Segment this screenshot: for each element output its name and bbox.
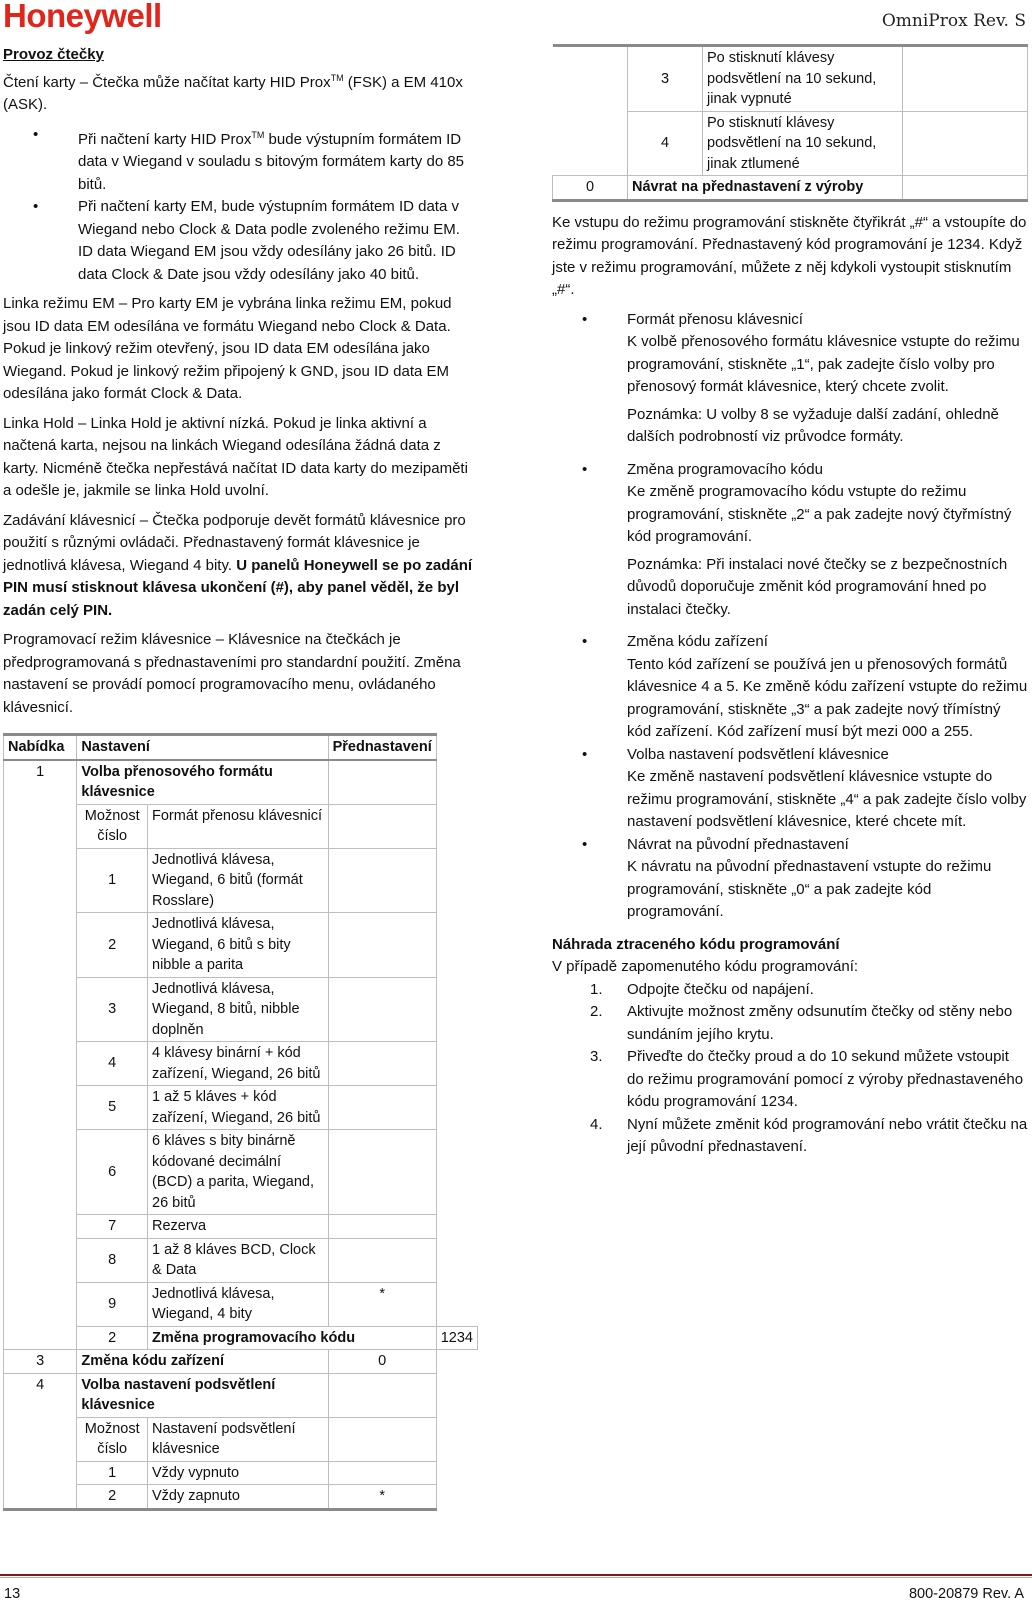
list-item: • Změna programovacího kódu Ke změně programovacího kódu vstupte do režimu programování, stiskněte „2“ a pak zadejte nový čtyřmístný kód programování. Poznámka: Při instalaci nové čtečky se z bezpečnostních důvodů doporučuje změnit kód programování hned po instalaci čtečky. [582,460,1012,618]
option-number: 2 [77,1485,148,1510]
option-number: 6 [77,1130,148,1215]
sub-header-label: Nastavení podsvětlení klávesnice [148,1417,329,1461]
option-default [328,913,436,978]
option-label: Vždy zapnuto [148,1485,329,1510]
list-item: 4. Nyní můžete změnit kód programování nebo vrátit čtečku na její původní přednastavení. [590,1115,1028,1155]
option-default [328,1042,436,1086]
table-header-row [4,735,478,760]
option-default [328,1215,436,1239]
settings-table [3,733,478,1511]
table-row [4,1373,478,1417]
option-number: 8 [77,1238,148,1282]
honeywell-logo: Honeywell [3,0,162,34]
option-default [328,1130,436,1215]
table-row [553,46,1028,112]
option-default [903,111,1028,176]
left-column [3,44,478,1511]
option-default [328,977,436,1042]
menu-number: 3 [4,1350,77,1374]
option-label: Po stisknutí klávesy podsvětlení na 10 sekund, jinak vypnuté [703,46,903,112]
option-label: Jednotlivá klávesa, Wiegand, 6 bitů (formát Rosslare) [148,848,329,913]
menu-default: 1234 [436,1326,477,1350]
page-number: 13 [4,1586,21,1602]
option-number: 1 [77,1461,148,1485]
option-label: 4 klávesy binární + kód zařízení, Wiegand, 26 bitů [148,1042,329,1086]
document-title: OmniProx Rev. S [881,11,1026,31]
header-setting: Nastavení [77,735,328,760]
list-item: • Při načtení karty EM, bude výstupním formátem ID data v Wiegand nebo Clock & Data podle zvoleného režimu EM. ID data Wiegand EM jsou vždy odesílány jako 26 bitů. ID data Clock & Date jsou vždy odesílány jako 40 bitů. [33,198,460,283]
option-default [328,1086,436,1130]
table-row [553,176,1028,201]
table-row [4,1350,478,1374]
header-default: Přednastavení [328,735,436,760]
list-item: • Při načtení karty HID Prox™ bude výstupním formátem ID data v Wiegand v souladu s bitovým formátem karty do 85 bitů. [33,125,465,193]
option-default [903,46,1028,112]
footer-rule-thin [0,1577,1032,1578]
option-default: * [328,1485,436,1510]
footer-rule [0,1574,1032,1576]
section-heading: Provoz čtečky [3,46,104,63]
option-number: 2 [77,913,148,978]
option-default [328,1238,436,1282]
settings-table-continued [552,44,1028,202]
option-label: Jednotlivá klávesa, Wiegand, 6 bitů s bity nibble a parita [148,913,329,978]
list-item: • Změna kódu zařízení Tento kód zařízení se používá jen u přenosových formátů klávesnice 4 a 5. Ke změně kódu zařízení vstupte do režimu programování, stiskněte „3“ a pak zadejte nový třímístný kód zařízení. Kód zařízení musí být mezi 000 a 255. [582,633,1028,740]
list-item: 2. Aktivujte možnost změny odsunutím čtečky od stěny nebo sundáním jejího krytu. [590,1003,1013,1043]
option-number: 3 [77,977,148,1042]
option-number: 9 [77,1282,148,1326]
option-number: 1 [77,848,148,913]
option-label: Jednotlivá klávesa, Wiegand, 8 bitů, nibble doplněn [148,977,329,1042]
option-number: 5 [77,1086,148,1130]
lost-code-intro: V případě zapomenutého kódu programování: [552,958,859,975]
em-line-paragraph: Linka režimu EM – Pro karty EM je vybrána linka režimu EM, pokud jsou ID data EM odesílána ve formátu Wiegand nebo Clock & Data. Pokud je linkový režim otevřený, jsou ID data EM odesílána jako Wiegand. Pokud je linkový režim připojený k GND, jsou ID data EM odesílána jako formát Clock & Data. [3,295,452,402]
enter-programming-paragraph: Ke vstupu do režimu programování stiskněte čtyřikrát „#“ a vstoupíte do režimu programování. Přednastavený kód programování je 1234. Když jste v režimu programování, můžete z něj kdykoli vystoupit stisknutím „#“. [552,213,1027,298]
menu-default: 0 [328,1350,436,1374]
option-label: Vždy vypnuto [148,1461,329,1485]
sub-header-number: Možnost číslo [77,804,148,848]
option-label: Po stisknutí klávesy podsvětlení na 10 sekund, jinak ztlumené [703,111,903,176]
sub-header-number: Možnost číslo [77,1417,148,1461]
option-label: Jednotlivá klávesa, Wiegand, 4 bity [148,1282,329,1326]
list-item: • Návrat na původní přednastavení K návratu na původní přednastavení vstupte do režimu programování, stiskněte „0“ a pak zadejte kód programování. [582,835,992,920]
option-number: 4 [628,111,703,176]
option-label: 1 až 5 kláves + kód zařízení, Wiegand, 26 bitů [148,1086,329,1130]
card-bullets [3,124,478,287]
option-default [328,848,436,913]
header-menu: Nabídka [4,735,77,760]
list-item: 3. Přiveďte do čtečky proud a do 10 sekund můžete vstoupit do režimu programování pomocí z výroby přednastaveného kódu programování 1234. [590,1048,1024,1110]
option-label: Rezerva [148,1215,329,1239]
option-number: 4 [77,1042,148,1086]
programming-mode-paragraph: Programovací režim klávesnice – Klávesnice na čtečkách je předprogramovaná s přednastaveními pro standardní použití. Změna nastavení se provádí pomocí programovacího menu, ovládaného klávesnicí. [3,631,461,716]
list-item: • Volba nastavení podsvětlení klávesnice Ke změně nastavení podsvětlení klávesnice vstupte do režimu programování, stiskněte „4“ a pak zadejte číslo volby nastavení podsvětlení klávesnice, které chcete mít. [582,745,1027,830]
sub-header-label: Formát přenosu klávesnicí [148,804,329,848]
hold-line-paragraph: Linka Hold – Linka Hold je aktivní nízká. Pokud je linka aktivní a načtená karta, nejsou na linkách Wiegand odesílána žádná data z karty. Nicméně čtečka nepřestává načítat ID data karty do mezipaměti a odešle je, jakmile se linka Hold uvolní. [3,414,468,499]
option-label: 1 až 8 kláves BCD, Clock & Data [148,1238,329,1282]
list-item: 1. Odpojte čtečku od napájení. [590,980,814,998]
programming-bullets [552,309,1028,924]
lost-code-heading: Náhrada ztraceného kódu programování [552,935,840,953]
table-row [4,760,478,805]
card-reading-paragraph: Čtení karty – Čtečka může načítat karty HID Prox™ (FSK) a EM 410x (ASK). [3,72,463,113]
option-number: 7 [77,1215,148,1239]
menu-label: Změna kódu zařízení [77,1350,328,1374]
keypad-paragraph: Zadávání klávesnicí – Čtečka podporuje devět formátů klávesnice pro použití s různými ovládači. Přednastavený formát klávesnice je jednotlivá klávesa, Wiegand 4 bity. U panelů Honeywell se po zadání PIN musí stisknout klávesa ukončení (#), aby panel věděl, že byl zadán celý PIN. [3,511,473,619]
document-number: 800-20879 Rev. A [908,1586,1024,1602]
menu-default [903,176,1028,201]
menu-label: Návrat na přednastavení z výroby [628,176,903,201]
menu-label: Změna programovacího kódu [148,1326,437,1350]
option-number: 3 [628,46,703,112]
list-item: • Formát přenosu klávesnicí K volbě přenosového formátu klávesnice vstupte do režimu programování, stiskněte „1“, pak zadejte číslo volby pro přenosový formát klávesnice, který chcete zvolit. Poznámka: U volby 8 se vyžaduje další zadání, ohledně dalších podrobností viz průvodce formáty. [582,310,1020,445]
right-column [552,44,1028,1166]
menu-label: Volba přenosového formátu klávesnice [77,760,328,805]
menu-label: Volba nastavení podsvětlení klávesnice [77,1373,328,1417]
menu-number: 0 [553,176,628,201]
menu-number: 4 [4,1373,77,1509]
menu-number: 1 [4,760,77,1350]
option-label: 6 kláves s bity binárně kódované decimální (BCD) a parita, Wiegand, 26 bitů [148,1130,329,1215]
lost-code-steps [552,979,1028,1159]
option-default: * [328,1282,436,1326]
menu-number: 2 [77,1326,148,1350]
option-default [328,1461,436,1485]
